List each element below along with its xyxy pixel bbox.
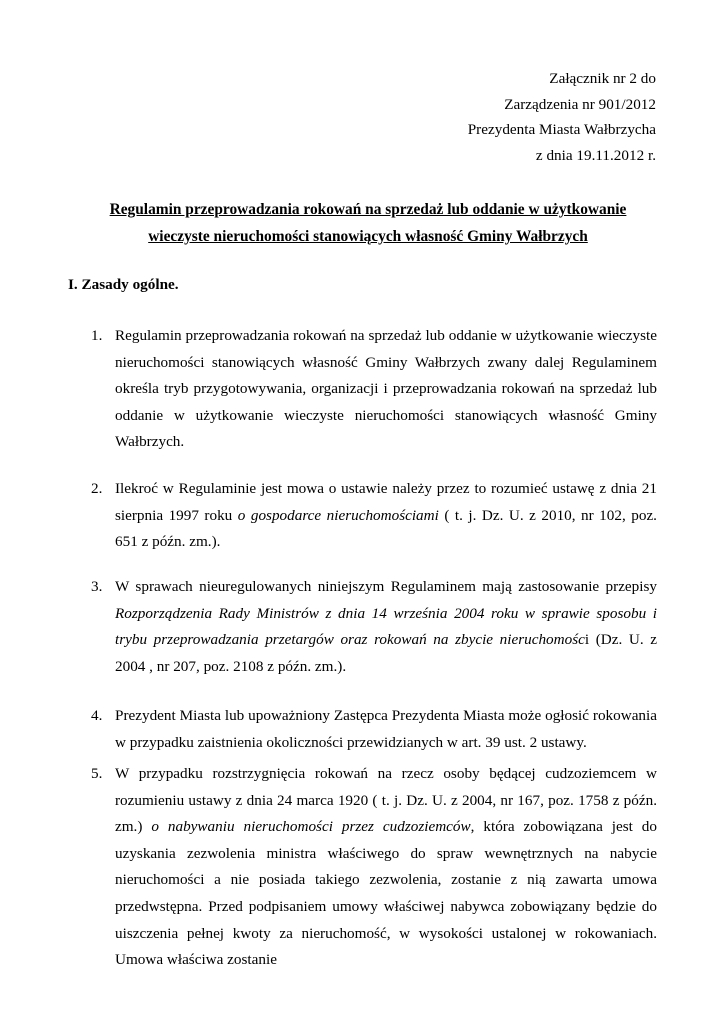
- item-italic-citation: o nabywaniu nieruchomości przez cudzoziemców: [151, 818, 471, 836]
- item-text: Regulamin przeprowadzania rokowań na sprzedaż lub oddanie w użytkowanie wieczyste nieruchomości stanowiących własność Gminy Wałbrzych zwany dalej Regulaminem określa tryb przygotowywania, organizacji i przeprowadzania rokowań na sprzedaż lub oddanie w użytkowanie wieczyste nieruchomości stanowiących własność Gminy Wałbrzych.: [115, 327, 657, 451]
- list-item: [91, 323, 657, 456]
- item-text-part: W przypadku rozstrzygnięcia rokowań na rzecz osoby będącej cudzoziemcem w rozumieniu ustawy z dnia 24 marca 1920 ( t. j. Dz. U. z 2004, nr 167, poz. 1758 z późn. zm.): [115, 765, 657, 836]
- title-line-2: wieczyste nieruchomości stanowiących własność Gminy Wałbrzych: [148, 228, 588, 245]
- item-text-part: , która zobowiązana jest do uzyskania zezwolenia ministra właściwego do spraw wewnętrznych na nabycie nieruchomości a nie posiada takiego zezwolenia, zostanie z nią zawarta umowa przedwstępna. Przed podpisaniem umowy właściwej nabywca zobowiązany będzie do uiszczenia pełnej kwoty za nieruchomość, w wysokości ustalonej w rokowaniach. Umowa właściwa zostanie: [115, 818, 657, 969]
- item-number: 4.: [91, 707, 103, 724]
- list-item: [91, 761, 657, 974]
- title-line-1: Regulamin przeprowadzania rokowań na sprzedaż lub oddanie w użytkowanie: [109, 201, 627, 218]
- attachment-header: [468, 66, 656, 168]
- header-line: Prezydenta Miasta Wałbrzycha: [467, 121, 656, 138]
- item-text-part: i (Dz. U. z 2004 , nr 207, poz. 2108 z późn. zm.).: [115, 631, 657, 675]
- item-text-part: ( t. j. Dz. U. z 2010, nr 102, poz. 651 z późn. zm.).: [115, 506, 657, 551]
- item-text-part: Ilekroć w Regulaminie jest mowa o ustawie należy przez to rozumieć ustawę z dnia 21 sierpnia 1997 roku: [115, 480, 657, 524]
- header-line: z dnia 19.11.2012 r.: [535, 146, 656, 164]
- item-number: 5.: [91, 765, 103, 782]
- item-text-part: W sprawach nieuregulowanych niniejszym Regulaminem mają zastosowanie przepisy: [115, 578, 657, 595]
- section-heading: I. Zasady ogólne.: [68, 276, 179, 293]
- header-line: Załącznik nr 2 do: [549, 70, 656, 87]
- item-italic-citation: o gospodarce nieruchomościami: [237, 506, 439, 524]
- list-item: [91, 476, 657, 556]
- item-number: 1.: [91, 327, 103, 344]
- document-title: [60, 196, 676, 250]
- list-item: [91, 574, 657, 680]
- item-number: 2.: [91, 480, 103, 497]
- item-text: Prezydent Miasta lub upoważniony Zastępca Prezydenta Miasta może ogłosić rokowania w przypadku zaistnienia okoliczności przewidzianych w art. 39 ust. 2 ustawy.: [115, 707, 657, 751]
- item-text: [115, 574, 657, 680]
- list-item: [91, 703, 657, 756]
- header-line: Zarządzenia nr 901/2012: [504, 95, 656, 113]
- item-number: 3.: [91, 578, 103, 595]
- item-text: [115, 476, 657, 556]
- item-italic-citation: Rozporządzenia Rady Ministrów z dnia 14 września 2004 roku w sprawie sposobu i trybu przeprowadzania przetargów oraz rokowań na zbycie nieruchomośc: [115, 604, 657, 649]
- item-text: [115, 761, 657, 974]
